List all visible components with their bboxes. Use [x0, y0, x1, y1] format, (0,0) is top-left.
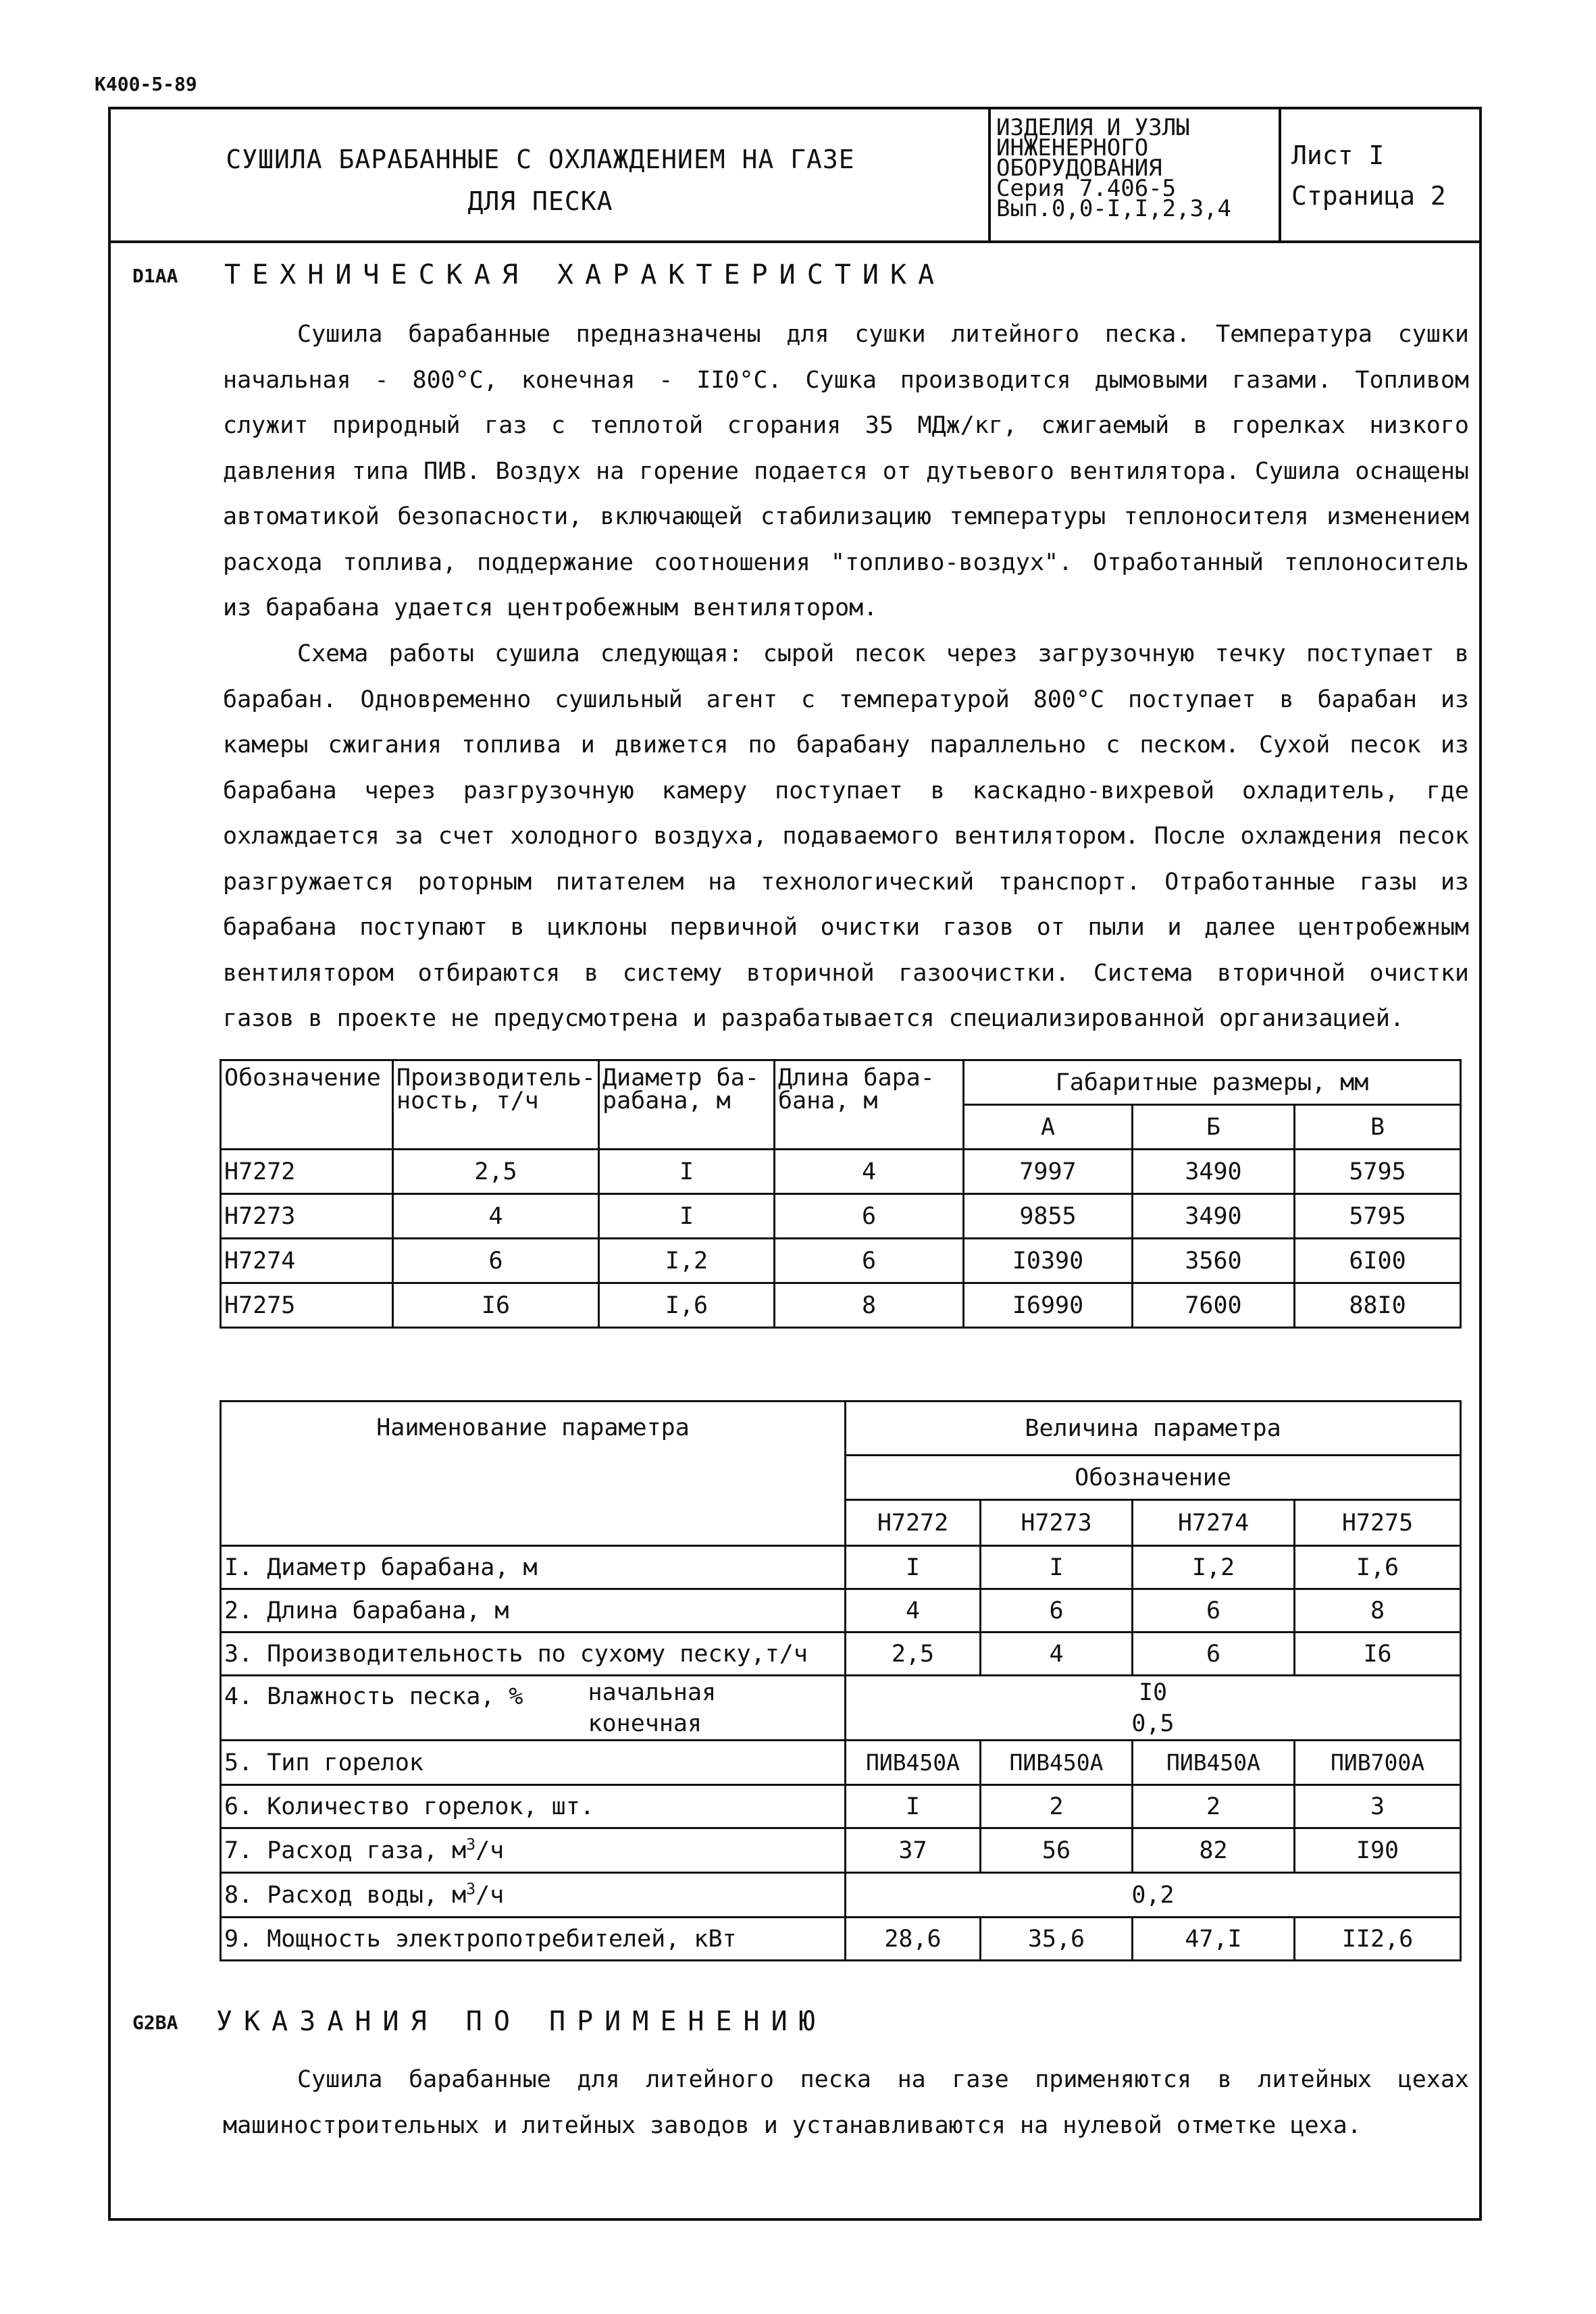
section-code: G2BA: [132, 2011, 178, 2034]
parameters-table: [220, 1400, 1462, 1961]
series-info: [996, 114, 1231, 222]
parameter-value: 28,6: [846, 1918, 981, 1961]
sheet-info: [1291, 135, 1446, 216]
header-model: Н7272: [846, 1500, 981, 1546]
parameter-value: I,6: [1295, 1546, 1461, 1589]
cell-designation: Н7275: [221, 1283, 393, 1328]
humidity-labels: [586, 1676, 846, 1741]
cell-diameter: I: [599, 1150, 775, 1194]
document-code: К400-5-89: [95, 73, 197, 95]
section-title: УКАЗАНИЯ ПО ПРИМЕНЕНИЮ: [216, 2006, 827, 2037]
cell-dim-v: 6I00: [1295, 1239, 1461, 1283]
series-line: Вып.0,0-I,I,2,3,4: [996, 195, 1231, 222]
paragraph-operation: Схема работы сушила следующая: сырой песок через загрузочную течку поступает в барабан. Одновременно сушильный агент с температурой 800°С поступает в барабан из камеры сжигания топлива и движется по барабану параллельно с песком. Сухой песок из барабана через разгрузочную камеру поступает в каскадно-вихревой охладитель, где охлаждается за счет холодного воздуха, подаваемого вентилятором. После охлаждения песок разгружается роторным питателем на технологический транспорт. Отработанные газы из барабана поступают в циклоны первичной очистки газов от пыли и далее центробежным вентилятором отбираются в систему вторичной газоочистки. Система вторичной очистки газов в проекте не предусмотрена и разрабатывается специализированной организацией.: [223, 640, 1469, 1032]
section-title: ТЕХНИЧЕСКАЯ ХАРАКТЕРИСТИКА: [224, 259, 946, 290]
parameter-value: 0,2: [846, 1873, 1461, 1918]
table-row: [221, 1828, 1461, 1873]
table-row: [221, 1918, 1461, 1961]
header-dim-v: В: [1295, 1105, 1461, 1150]
series-line: ИЗДЕЛИЯ И УЗЛЫ: [996, 114, 1190, 141]
parameter-value: 4: [981, 1632, 1133, 1676]
parameter-value: I90: [1295, 1828, 1461, 1873]
series-line: ОБОРУДОВАНИЯ: [996, 155, 1162, 182]
parameter-value: 3: [1295, 1785, 1461, 1828]
parameter-value: II2,6: [1295, 1918, 1461, 1961]
humidity-final-label: конечная: [588, 1709, 702, 1737]
gas-flow-label: 7. Расход газа, м: [224, 1836, 467, 1864]
series-line: ИНЖЕНЕРНОГО: [996, 134, 1149, 161]
table-row: [221, 1150, 1461, 1194]
cell-dim-v: 88I0: [1295, 1283, 1461, 1328]
table-row: [221, 1589, 1461, 1632]
table-row: [221, 1546, 1461, 1589]
header-capacity: Производитель-ность, т/ч: [393, 1060, 599, 1150]
cell-dim-b: 3490: [1133, 1150, 1295, 1194]
cell-capacity: 2,5: [393, 1150, 599, 1194]
section-code: D1AA: [132, 265, 178, 287]
water-flow-unit-tail: /ч: [475, 1881, 505, 1909]
sheet-number: Лист I: [1291, 140, 1385, 170]
paragraph-application: Сушила барабанные для литейного песка на газе применяются в литейных цехах машиностроительных и литейных заводов и устанавливаются на нулевой отметке цеха.: [223, 2066, 1469, 2139]
paragraph-description: Сушила барабанные предназначены для сушки литейного песка. Температура сушки начальная - 800°С, конечная - II0°С. Сушка производится дымовыми газами. Топливом служит природный газ с теплотой сгорания 35 МДж/кг, сжигаемый в горелках низкого давления типа ПИВ. Воздух на горение подается от дутьевого вентилятора. Сушила оснащены автоматикой безопасности, включающей стабилизацию температуры теплоносителя изменением расхода топлива, поддержание соотношения "топливо-воздух". Отработанный теплоноситель из барабана удается центробежным вентилятором.: [223, 321, 1469, 621]
header-dim-a: А: [964, 1105, 1133, 1150]
parameter-value: 82: [1133, 1828, 1295, 1873]
cell-dim-b: 7600: [1133, 1283, 1295, 1328]
header-designation: Обозначение: [846, 1456, 1461, 1500]
parameter-name: 5. Тип горелок: [221, 1741, 846, 1785]
header-divider-2: [1279, 107, 1281, 242]
header-divider-1: [988, 107, 991, 242]
cell-diameter: I: [599, 1194, 775, 1239]
cell-dim-a: 7997: [964, 1150, 1133, 1194]
parameter-value: 2: [1133, 1785, 1295, 1828]
header-overall-dimensions: Габаритные размеры, мм: [964, 1060, 1461, 1105]
parameter-value: ПИВ450А: [846, 1741, 981, 1785]
parameter-name: 9. Мощность электропотребителей, кВт: [221, 1918, 846, 1961]
cell-dim-b: 3560: [1133, 1239, 1295, 1283]
parameter-value: ПИВ700А: [1295, 1741, 1461, 1785]
water-flow-label: 8. Расход воды, м: [224, 1881, 467, 1909]
parameter-name: 6. Количество горелок, шт.: [221, 1785, 846, 1828]
table-row: [221, 1785, 1461, 1828]
dimensions-table: [220, 1059, 1462, 1329]
table-row: [221, 1194, 1461, 1239]
parameter-value: 8: [1295, 1589, 1461, 1632]
cell-length: 8: [775, 1283, 964, 1328]
parameter-name: I. Диаметр барабана, м: [221, 1546, 846, 1589]
parameter-value: 6: [1133, 1589, 1295, 1632]
header-parameter-value: Величина параметра: [846, 1402, 1461, 1456]
parameter-value: 2: [981, 1785, 1133, 1828]
header-parameter-name: Наименование параметра: [221, 1402, 846, 1546]
parameter-name: [221, 1828, 846, 1873]
table-row: [221, 1632, 1461, 1676]
header-drum-diameter: Диаметр ба-рабана, м: [599, 1060, 775, 1150]
parameter-name: 4. Влажность песка, %: [221, 1676, 586, 1741]
cell-designation: Н7274: [221, 1239, 393, 1283]
cell-dim-v: 5795: [1295, 1150, 1461, 1194]
water-flow-unit-exponent: 3: [466, 1880, 476, 1898]
series-line: Серия 7.406-5: [996, 175, 1177, 202]
humidity-initial-label: начальная: [588, 1678, 717, 1706]
parameter-value: 35,6: [981, 1918, 1133, 1961]
cell-length: 4: [775, 1150, 964, 1194]
parameter-value: I,2: [1133, 1546, 1295, 1589]
parameter-name: [221, 1873, 846, 1918]
header-model: Н7275: [1295, 1500, 1461, 1546]
humidity-values: [846, 1676, 1461, 1741]
parameter-value: I: [981, 1546, 1133, 1589]
title-line-2: ДЛЯ ПЕСКА: [467, 186, 613, 216]
parameter-value: 37: [846, 1828, 981, 1873]
parameter-value: 2,5: [846, 1632, 981, 1676]
cell-diameter: I,2: [599, 1239, 775, 1283]
parameter-value: 4: [846, 1589, 981, 1632]
header-drum-length: Длина бара-бана, м: [775, 1060, 964, 1150]
parameter-value: 56: [981, 1828, 1133, 1873]
parameter-value: I6: [1295, 1632, 1461, 1676]
parameter-value: I: [846, 1546, 981, 1589]
gas-flow-unit-exponent: 3: [466, 1835, 476, 1853]
parameter-value: ПИВ450А: [981, 1741, 1133, 1785]
header-bottom-border: [108, 240, 1482, 243]
title-line-1: СУШИЛА БАРАБАННЫЕ С ОХЛАЖДЕНИЕМ НА ГАЗЕ: [226, 145, 855, 174]
cell-dim-b: 3490: [1133, 1194, 1295, 1239]
header-dim-b: Б: [1133, 1105, 1295, 1150]
cell-capacity: 4: [393, 1194, 599, 1239]
parameter-name: 3. Производительность по сухому песку,т/ч: [221, 1632, 846, 1676]
parameter-value: 47,I: [1133, 1918, 1295, 1961]
parameter-value: 6: [981, 1589, 1133, 1632]
header-model: Н7273: [981, 1500, 1133, 1546]
header-designation: Обозначение: [221, 1060, 393, 1150]
table-row: [221, 1283, 1461, 1328]
cell-designation: Н7272: [221, 1150, 393, 1194]
cell-designation: Н7273: [221, 1194, 393, 1239]
cell-length: 6: [775, 1194, 964, 1239]
parameter-value: ПИВ450А: [1133, 1741, 1295, 1785]
parameter-name: 2. Длина барабана, м: [221, 1589, 846, 1632]
parameter-value: I: [846, 1785, 981, 1828]
cell-capacity: 6: [393, 1239, 599, 1283]
gas-flow-unit-tail: /ч: [475, 1836, 505, 1864]
cell-dim-a: 9855: [964, 1194, 1133, 1239]
table-row: [221, 1741, 1461, 1785]
cell-dim-a: I6990: [964, 1283, 1133, 1328]
header-model: Н7274: [1133, 1500, 1295, 1546]
parameter-value: 6: [1133, 1632, 1295, 1676]
table-row: [221, 1676, 1461, 1741]
cell-length: 6: [775, 1239, 964, 1283]
page-number: Страница 2: [1291, 181, 1446, 211]
humidity-final-value: 0,5: [1131, 1709, 1175, 1737]
cell-dim-a: I0390: [964, 1239, 1133, 1283]
cell-diameter: I,6: [599, 1283, 775, 1328]
table-row: [221, 1873, 1461, 1918]
cell-capacity: I6: [393, 1283, 599, 1328]
humidity-initial-value: I0: [1138, 1678, 1168, 1706]
table-row: [221, 1239, 1461, 1283]
document-title: [223, 138, 858, 222]
cell-dim-v: 5795: [1295, 1194, 1461, 1239]
